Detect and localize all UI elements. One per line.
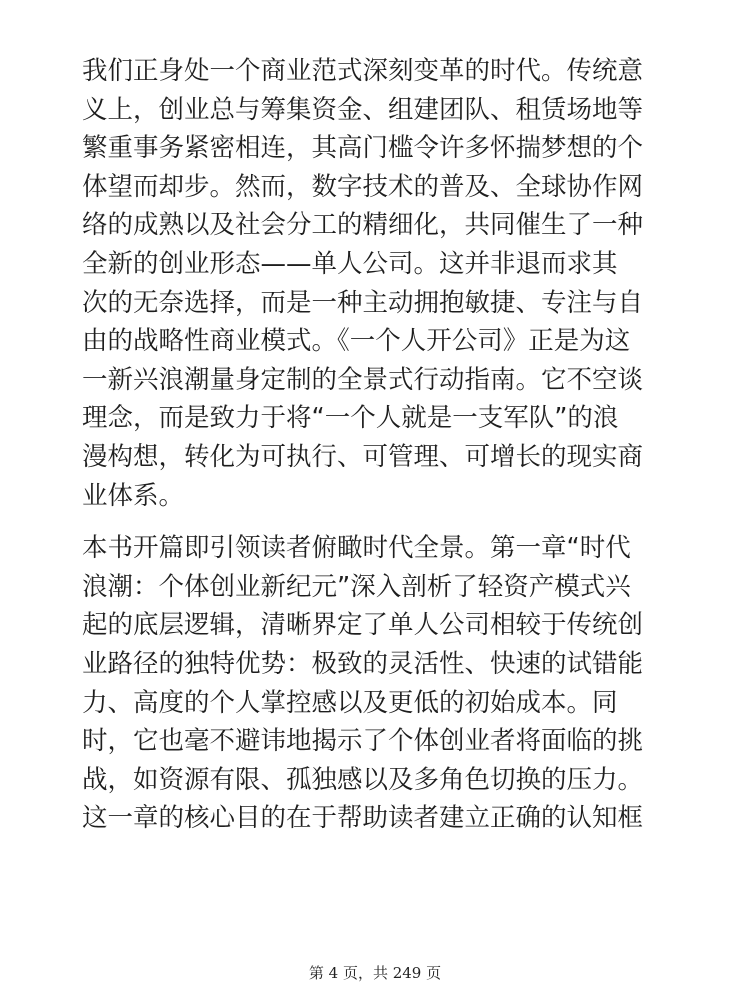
page-number-footer: 第 4 页，共 249 页 [308,964,442,982]
text-line: 浪潮：个体创业新纪元”深入剖析了轻资产模式兴 [82,571,631,602]
text-line: 漫构想，转化为可执行、可管理、可增长的现实商 [82,441,644,472]
text-line: 业体系。 [82,480,185,511]
text-line: 繁重事务紧密相连，其高门槛令许多怀揣梦想的个 [82,133,644,164]
text-line: 理念，而是致力于将“一个人就是一支军队”的浪 [82,403,619,434]
text-line: 全新的创业形态——单人公司。这并非退而求其 [82,248,618,279]
text-line: 力、高度的个人掌控感以及更低的初始成本。同 [82,687,618,718]
paragraph-spacer [82,515,682,529]
text-line: 由的战略性商业模式。《一个人开公司》正是为这 [82,326,631,357]
text-line: 络的成熟以及社会分工的精细化，共同催生了一种 [82,210,644,241]
paragraph-2 [82,529,682,838]
body-text [82,52,682,838]
text-line: 本书开篇即引领读者俯瞰时代全景。第一章“时代 [82,533,631,564]
text-line: 战，如资源有限、孤独感以及多角色切换的压力。 [82,764,644,795]
text-line: 次的无奈选择，而是一种主动拥抱敏捷、专注与自 [82,287,644,318]
text-line: 时，它也毫不避讳地揭示了个体创业者将面临的挑 [82,726,644,757]
text-line: 业路径的独特优势：极致的灵活性、快速的试错能 [82,648,644,679]
text-line: 我们正身处一个商业范式深刻变革的时代。传统意 [82,56,644,86]
text-line: 体望而却步。然而，数字技术的普及、全球协作网 [82,171,644,202]
text-line: 一新兴浪潮量身定制的全景式行动指南。它不空谈 [82,364,644,395]
text-line: 义上，创业总与筹集资金、组建团队、租赁场地等 [82,94,644,125]
paragraph-1 [82,52,682,515]
text-line: 起的底层逻辑，清晰界定了单人公司相较于传统创 [82,610,644,641]
text-line: 这一章的核心目的在于帮助读者建立正确的认知框 [82,803,644,834]
